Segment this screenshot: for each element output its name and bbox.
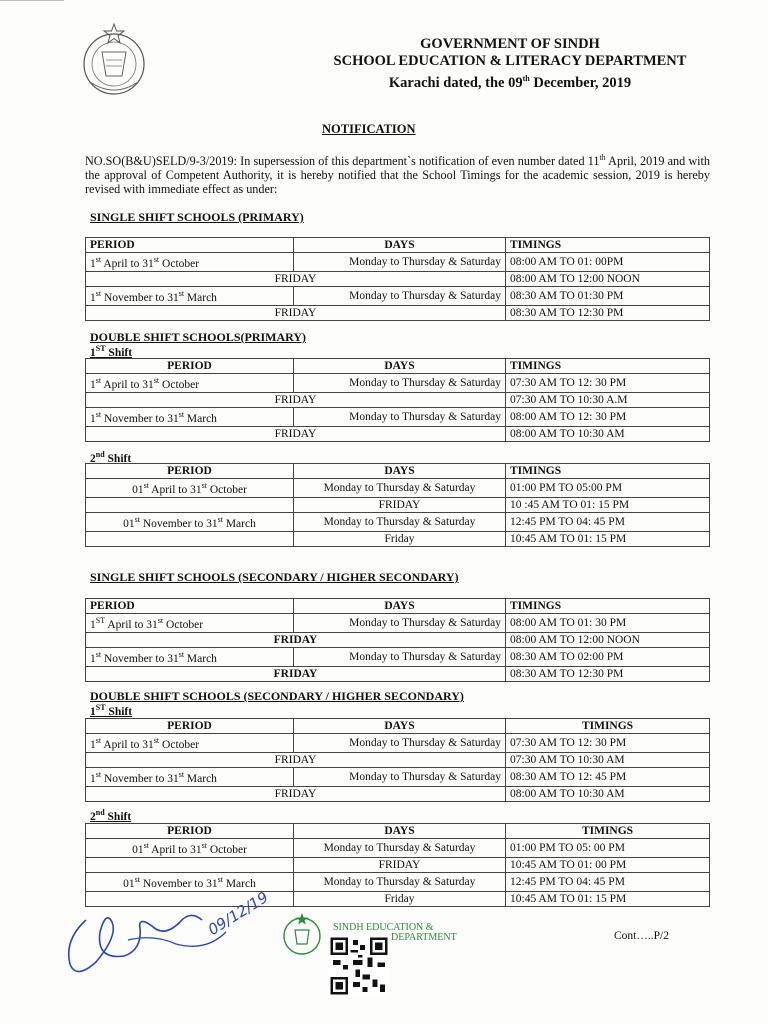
continued-page-note: Cont…..P/2	[614, 930, 669, 942]
days-cell: FRIDAY	[294, 497, 506, 512]
stamp-line1: SINDH EDUCATION &	[333, 922, 434, 933]
days-cell: Monday to Thursday & Saturday	[294, 407, 506, 426]
table-header-row	[86, 719, 710, 734]
days-cell: Monday to Thursday & Saturday	[294, 253, 506, 272]
period-cell: 1ST April to 31st October	[86, 614, 294, 633]
column-header-timings: TIMINGS	[506, 719, 710, 734]
period-cell: 01st November to 31st March	[86, 512, 294, 531]
section-title-single-secondary: SINGLE SHIFT SCHOOLS (SECONDARY / HIGHER SECONDARY)	[90, 570, 459, 584]
period-cell: 1st November to 31st March	[86, 286, 294, 305]
table-row	[86, 752, 710, 767]
period-cell: 01st April to 31st October	[86, 839, 294, 858]
table-row	[86, 512, 710, 531]
table-single-shift-primary	[85, 237, 710, 321]
column-header-days: DAYS	[294, 824, 506, 839]
column-header-timings: TIMINGS	[506, 599, 710, 614]
timings-cell: 08:00 AM TO 10:30 AM	[506, 426, 710, 441]
column-header-period: PERIOD	[86, 359, 294, 374]
friday-cell: FRIDAY	[86, 426, 506, 441]
period-cell: 1st November to 31st March	[86, 647, 294, 666]
table-row	[86, 632, 710, 647]
timings-cell: 10 :45 AM TO 01: 15 PM	[506, 497, 710, 512]
table-row	[86, 271, 710, 286]
column-header-period: PERIOD	[86, 599, 294, 614]
header-government: GOVERNMENT OF SINDH	[420, 36, 600, 52]
column-header-days: DAYS	[294, 599, 506, 614]
timings-cell: 01:00 PM TO 05:00 PM	[506, 479, 710, 498]
timings-cell: 08:00 AM TO 01: 00PM	[506, 253, 710, 272]
table-row	[86, 531, 710, 546]
column-header-timings: TIMINGS	[506, 238, 710, 253]
column-header-days: DAYS	[294, 238, 506, 253]
table-row	[86, 407, 710, 426]
friday-cell: FRIDAY	[86, 752, 506, 767]
column-header-timings: TIMINGS	[506, 824, 710, 839]
shift-label-2nd-secondary: 2nd Shift	[90, 808, 132, 823]
timings-cell: 08:30 AM TO 01:30 PM	[506, 286, 710, 305]
table-header-row	[86, 238, 710, 253]
days-cell: Monday to Thursday & Saturday	[294, 614, 506, 633]
column-header-period: PERIOD	[86, 824, 294, 839]
column-header-period: PERIOD	[86, 464, 294, 479]
section-title-single-primary: SINGLE SHIFT SCHOOLS (PRIMARY)	[90, 210, 304, 224]
timings-cell: 10:45 AM TO 01: 00 PM	[506, 857, 710, 872]
table-row	[86, 614, 710, 633]
friday-cell: FRIDAY	[86, 392, 506, 407]
friday-cell: FRIDAY	[86, 786, 506, 801]
notification-title: NOTIFICATION	[322, 122, 416, 136]
column-header-timings: TIMINGS	[506, 464, 710, 479]
table-header-row	[86, 599, 710, 614]
period-cell: 1st April to 31st October	[86, 734, 294, 753]
table-row	[86, 839, 710, 858]
timings-cell: 08:00 AM TO 12: 30 PM	[506, 407, 710, 426]
timings-cell: 07:30 AM TO 10:30 AM	[506, 752, 710, 767]
column-header-period: PERIOD	[86, 238, 294, 253]
period-cell: 1st November to 31st March	[86, 767, 294, 786]
timings-cell: 08:30 AM TO 02:00 PM	[506, 647, 710, 666]
table-row	[86, 497, 710, 512]
timings-cell: 07:30 AM TO 10:30 A.M	[506, 392, 710, 407]
table-double-primary-shift2	[85, 463, 710, 547]
timings-cell: 08:30 AM TO 12: 45 PM	[506, 767, 710, 786]
friday-cell: FRIDAY	[86, 632, 506, 647]
notification-body: NO.SO(B&U)SELD/9-3/2019: In supersession of this department`s notification of even number dated 11th April, 2019 and with the approval of Competent Authority, it is hereby notified that the School Timings for the academic session, 2019 is hereby revised with immediate effect as under:	[85, 153, 710, 197]
friday-cell: FRIDAY	[86, 305, 506, 320]
period-cell	[86, 857, 294, 872]
shift-label-1st: 1ST Shift	[90, 344, 133, 359]
days-cell: Monday to Thursday & Saturday	[294, 872, 506, 891]
qr-code	[328, 935, 390, 997]
table-row	[86, 767, 710, 786]
table-row	[86, 479, 710, 498]
table-header-row	[86, 464, 710, 479]
table-row	[86, 286, 710, 305]
sindh-education-logo-icon	[281, 912, 323, 956]
period-cell	[86, 531, 294, 546]
timings-cell: 12:45 PM TO 04: 45 PM	[506, 872, 710, 891]
timings-cell: 01:00 PM TO 05: 00 PM	[506, 839, 710, 858]
period-cell: 1st April to 31st October	[86, 253, 294, 272]
table-single-shift-secondary	[85, 598, 710, 682]
signature-date: 09/12/19	[204, 888, 272, 940]
timings-cell: 08:00 AM TO 01: 30 PM	[506, 614, 710, 633]
days-cell: Monday to Thursday & Saturday	[294, 839, 506, 858]
table-row	[86, 305, 710, 320]
column-header-days: DAYS	[294, 359, 506, 374]
table-row	[86, 786, 710, 801]
column-header-period: PERIOD	[86, 719, 294, 734]
column-header-timings: TIMINGS	[506, 359, 710, 374]
column-header-days: DAYS	[294, 719, 506, 734]
document-header	[290, 36, 730, 92]
days-cell: Monday to Thursday & Saturday	[294, 512, 506, 531]
table-row	[86, 253, 710, 272]
timings-cell: 08:00 AM TO 12:00 NOON	[506, 271, 710, 286]
days-cell: Monday to Thursday & Saturday	[294, 767, 506, 786]
period-cell: 01st November to 31st March	[86, 872, 294, 891]
timings-cell: 08:00 AM TO 12:00 NOON	[506, 632, 710, 647]
scan-corner-line	[0, 0, 64, 1]
handwritten-signature	[56, 880, 286, 980]
days-cell: Friday	[294, 531, 506, 546]
table-row	[86, 734, 710, 753]
table-row	[86, 647, 710, 666]
shift-label-1st-secondary: 1ST Shift	[90, 703, 133, 718]
days-cell: Friday	[294, 891, 506, 906]
timings-cell: 07:30 AM TO 12: 30 PM	[506, 734, 710, 753]
days-cell: Monday to Thursday & Saturday	[294, 374, 506, 393]
section-title-double-primary: DOUBLE SHIFT SCHOOLS(PRIMARY)	[90, 330, 307, 344]
timings-cell: 08:30 AM TO 12:30 PM	[506, 666, 710, 681]
days-cell: Monday to Thursday & Saturday	[294, 734, 506, 753]
timings-cell: 07:30 AM TO 12: 30 PM	[506, 374, 710, 393]
period-cell: 01st April to 31st October	[86, 479, 294, 498]
sindh-government-seal-icon	[76, 22, 152, 98]
table-double-primary-shift1	[85, 358, 710, 442]
days-cell: Monday to Thursday & Saturday	[294, 647, 506, 666]
period-cell	[86, 497, 294, 512]
timings-cell: 10:45 AM TO 01: 15 PM	[506, 891, 710, 906]
period-cell: 1st April to 31st October	[86, 374, 294, 393]
table-row	[86, 857, 710, 872]
column-header-days: DAYS	[294, 464, 506, 479]
header-date: Karachi dated, the 09th December, 2019	[388, 74, 632, 91]
table-row	[86, 392, 710, 407]
friday-cell: FRIDAY	[86, 666, 506, 681]
table-row	[86, 426, 710, 441]
table-header-row	[86, 359, 710, 374]
friday-cell: FRIDAY	[86, 271, 506, 286]
timings-cell: 12:45 PM TO 04: 45 PM	[506, 512, 710, 531]
timings-cell: 08:30 AM TO 12:30 PM	[506, 305, 710, 320]
section-title-double-secondary: DOUBLE SHIFT SCHOOLS (SECONDARY / HIGHER SECONDARY)	[90, 689, 464, 703]
stamp-line2: DEPARTMENT	[391, 932, 457, 943]
shift-label-2nd: 2nd Shift	[90, 450, 132, 465]
days-cell: Monday to Thursday & Saturday	[294, 479, 506, 498]
days-cell: Monday to Thursday & Saturday	[294, 286, 506, 305]
table-row	[86, 666, 710, 681]
timings-cell: 08:00 AM TO 10:30 AM	[506, 786, 710, 801]
table-row	[86, 374, 710, 393]
table-header-row	[86, 824, 710, 839]
table-double-secondary-shift1	[85, 718, 710, 802]
period-cell: 1st November to 31st March	[86, 407, 294, 426]
timings-cell: 10:45 AM TO 01: 15 PM	[506, 531, 710, 546]
header-department: SCHOOL EDUCATION & LITERACY DEPARTMENT	[333, 53, 687, 69]
days-cell: FRIDAY	[294, 857, 506, 872]
